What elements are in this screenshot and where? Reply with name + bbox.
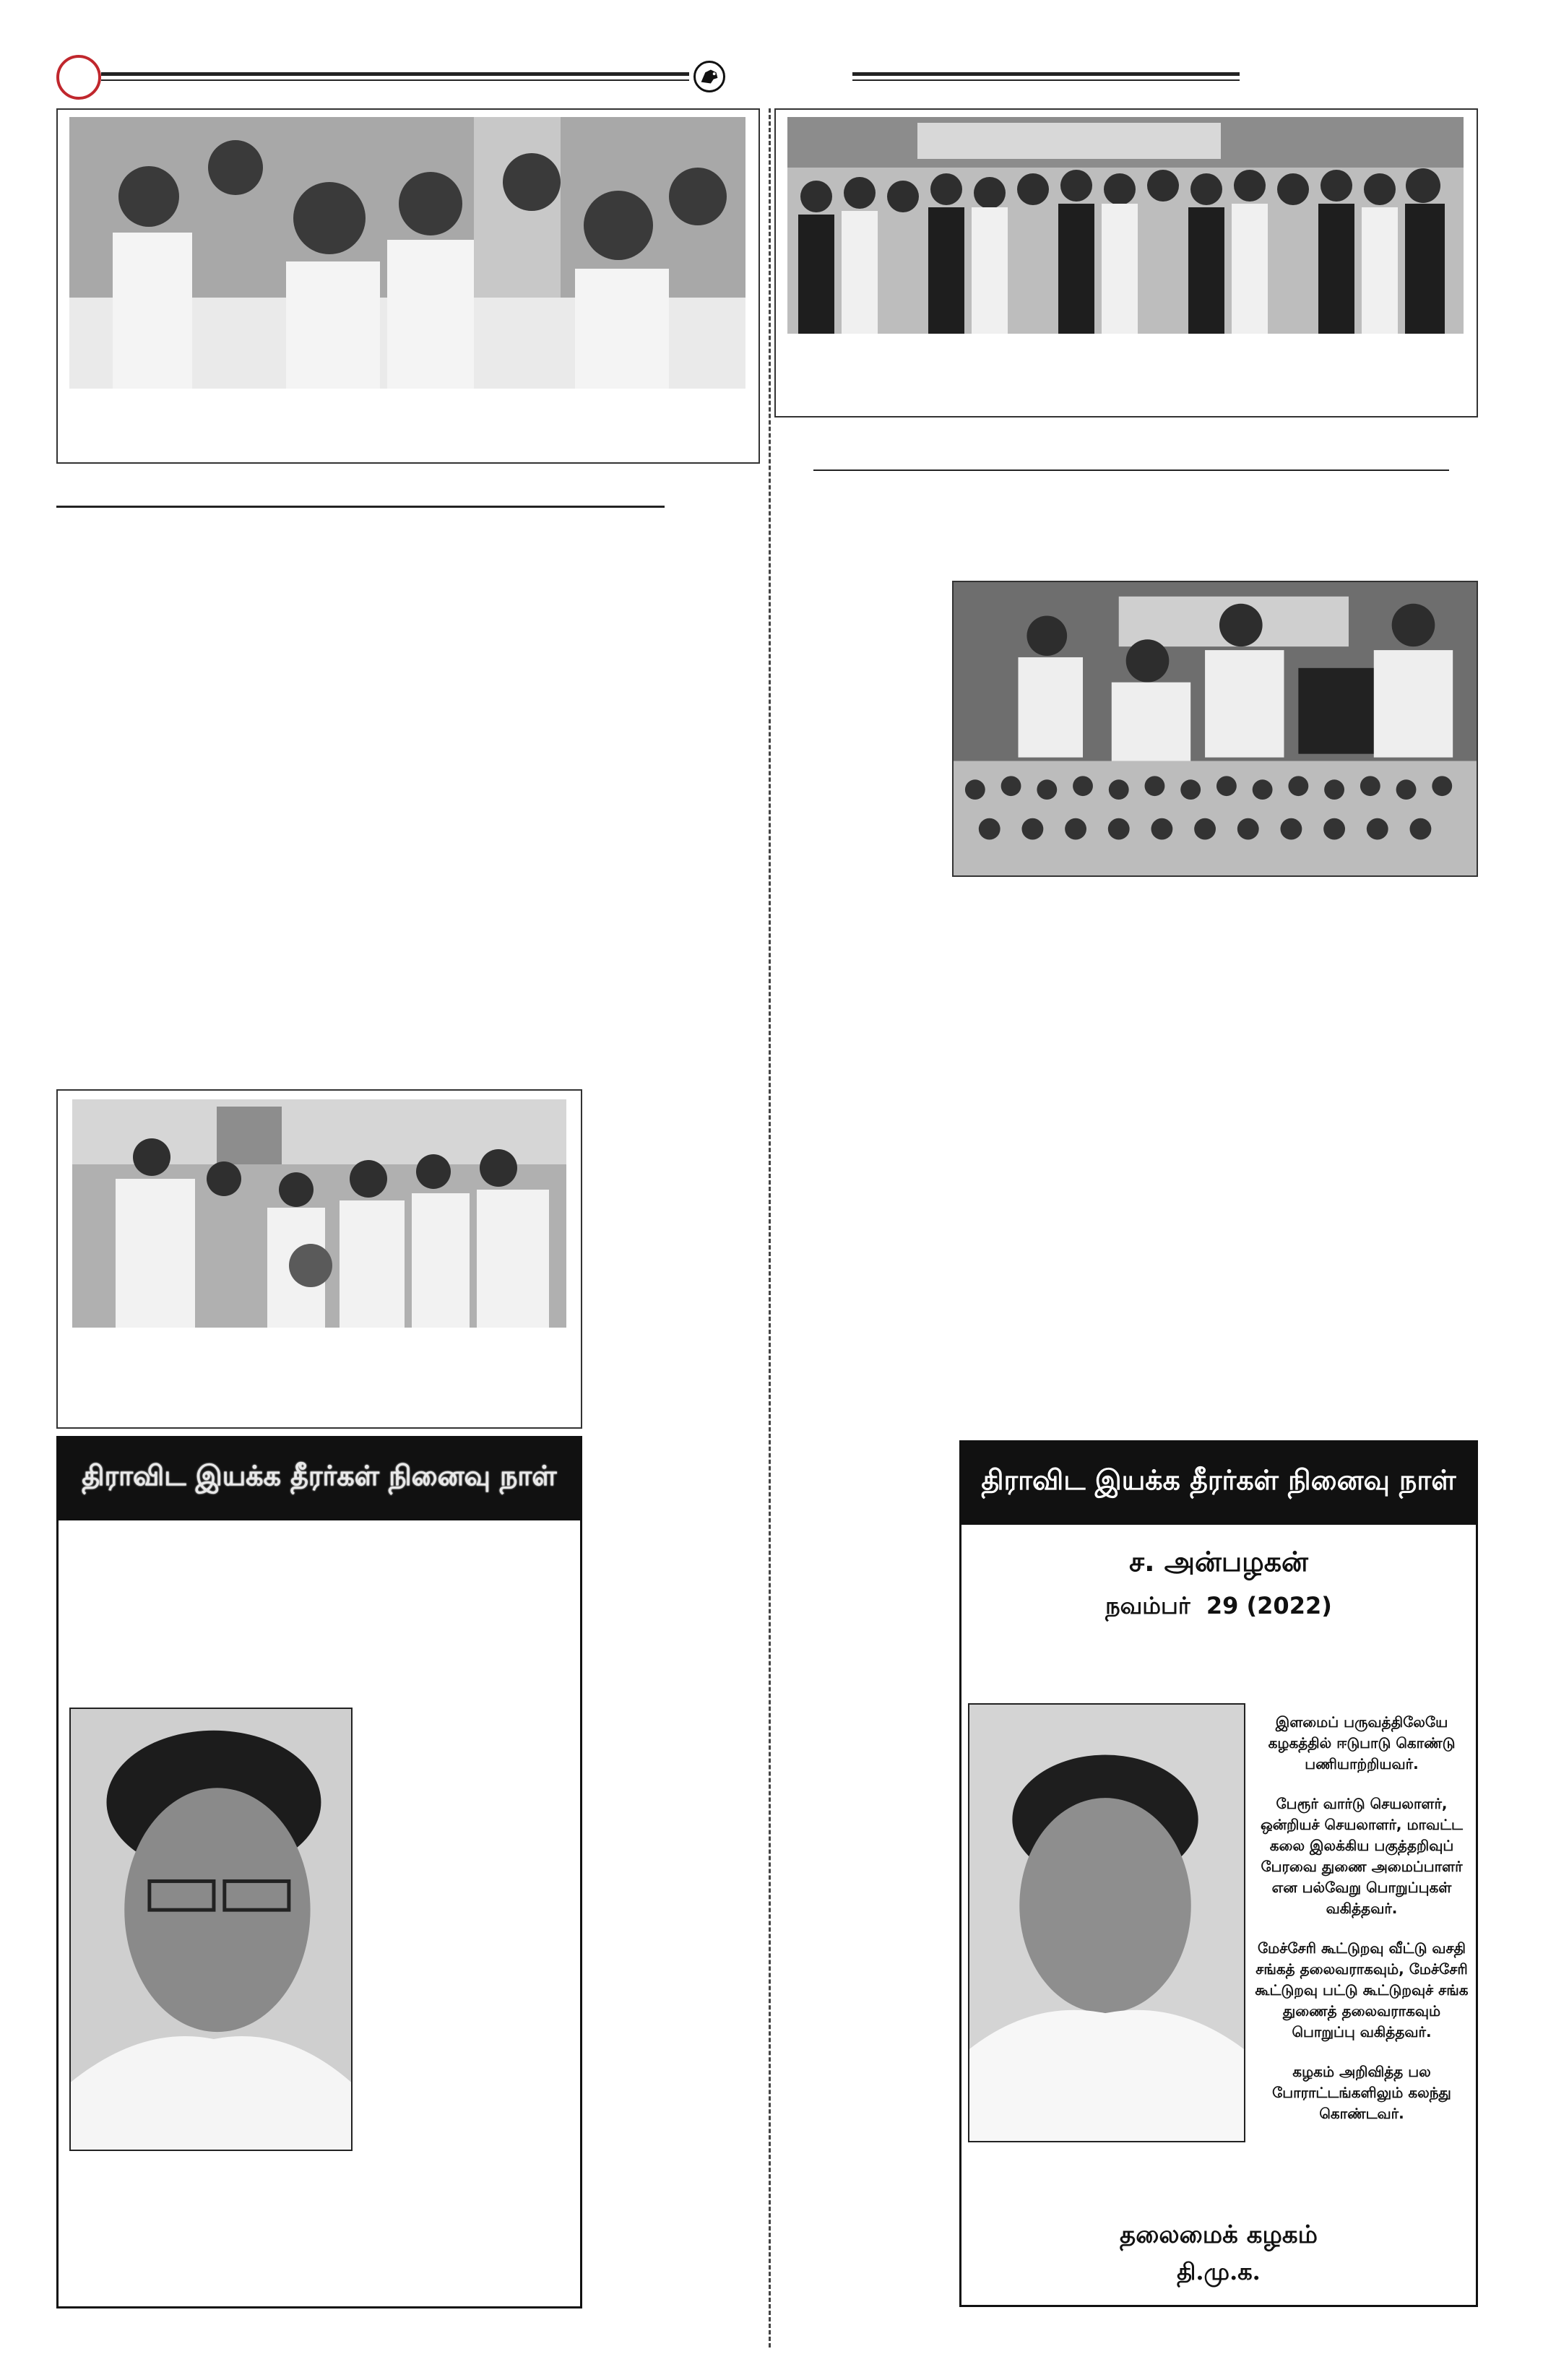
- tribute-date: நவம்பர் 29 (2022): [1105, 1592, 1332, 1619]
- tribute-bio-para: கழகம் அறிவித்த பல போராட்டங்களிலும் கலந்து கொண்டவர்.: [1272, 2063, 1451, 2122]
- party-emblem-icon: [693, 61, 725, 92]
- meeting-photo: [952, 581, 1478, 877]
- tribute-footer-org: தலைமைக் கழகம்: [1120, 2220, 1318, 2249]
- crowd-photo: [69, 117, 745, 389]
- column-divider: [769, 108, 771, 2347]
- left-section-rule: [56, 506, 665, 508]
- tribute-name: ச. அன்பழகன்: [1129, 1546, 1308, 1578]
- header-rule-left-thin: [101, 79, 689, 81]
- felicitation-photo: [72, 1099, 566, 1328]
- header-rule-right-thin: [852, 79, 1240, 81]
- portrait-photo-right: [968, 1703, 1245, 2142]
- header-rule-right: [852, 72, 1240, 76]
- group-photo: [787, 117, 1464, 334]
- tribute-bio-para: இளமைப் பருவத்திலேயே கழகத்தில் ஈடுபாடு கொண்டு பணியாற்றியவர்.: [1268, 1713, 1456, 1773]
- page-circle-icon: [56, 55, 101, 100]
- tribute-banner-right: திராவிட இயக்க தீரர்கள் நினைவு நாள்: [961, 1442, 1476, 1525]
- tribute-footer-party: தி.மு.க.: [1177, 2258, 1261, 2285]
- right-section-rule: [813, 469, 1449, 471]
- tribute-bio-para: மேச்சேரி கூட்டுறவு வீட்டு வசதி சங்கத் தலைவராகவும், மேச்சேரி கூட்டுறவு பட்டு கூட்டுறவுச் சங்க துணைத் தலைவராகவும் பொறுப்பு வகித்தவர்.: [1255, 1939, 1469, 2041]
- header-rule-left: [101, 72, 689, 76]
- tribute-bio: [1250, 1712, 1474, 2143]
- tribute-banner-left: திராவிட இயக்க தீரர்கள் நினைவு நாள்: [59, 1438, 580, 1520]
- tribute-bio-para: பேரூர் வார்டு செயலாளர், ஒன்றியச் செயலாளர், மாவட்ட கலை இலக்கிய பகுத்தறிவுப் பேரவை துணை அமைப்பாளர் என பல்வேறு பொறுப்புகள் வகித்தவர்.: [1261, 1795, 1463, 1917]
- portrait-photo-left: [69, 1708, 353, 2151]
